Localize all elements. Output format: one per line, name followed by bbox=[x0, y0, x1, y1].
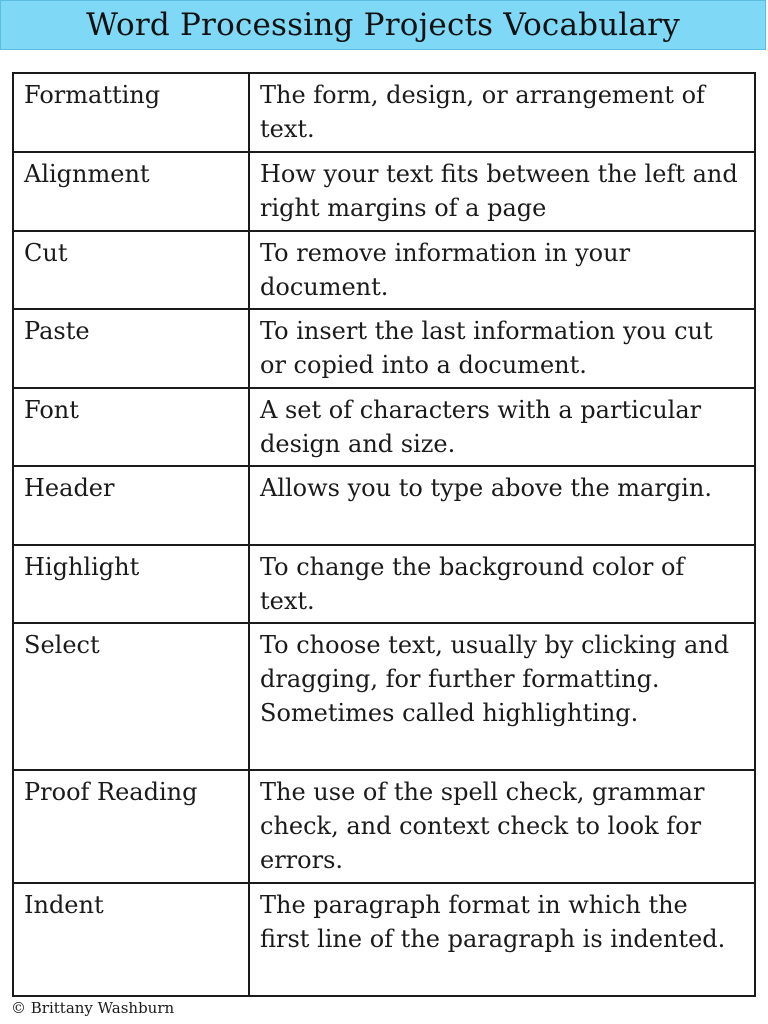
term-cell: Select bbox=[13, 623, 249, 770]
definition-cell: To remove information in your document. bbox=[249, 231, 755, 309]
definition-cell: The paragraph format in which the first line of the paragraph is indented. bbox=[249, 883, 755, 996]
table-row bbox=[13, 309, 755, 388]
table-row bbox=[13, 545, 755, 623]
definition-cell: How your text fits between the left and right margins of a page bbox=[249, 152, 755, 231]
term-cell: Proof Reading bbox=[13, 770, 249, 883]
definition-cell: To change the background color of text. bbox=[249, 545, 755, 623]
definition-cell: The use of the spell check, grammar check, and context check to look for errors. bbox=[249, 770, 755, 883]
table-row bbox=[13, 231, 755, 309]
table-row bbox=[13, 388, 755, 466]
table-row bbox=[13, 883, 755, 996]
term-cell: Indent bbox=[13, 883, 249, 996]
term-cell: Paste bbox=[13, 309, 249, 388]
table-row bbox=[13, 152, 755, 231]
definition-cell: To insert the last information you cut or copied into a document. bbox=[249, 309, 755, 388]
definition-cell: The form, design, or arrangement of text. bbox=[249, 73, 755, 152]
table-row bbox=[13, 466, 755, 545]
table-row bbox=[13, 770, 755, 883]
term-cell: Highlight bbox=[13, 545, 249, 623]
vocabulary-table bbox=[12, 72, 756, 997]
definition-cell: To choose text, usually by clicking and dragging, for further formatting. Sometimes called highlighting. bbox=[249, 623, 755, 770]
definition-cell: Allows you to type above the margin. bbox=[249, 466, 755, 545]
copyright-notice: © Brittany Washburn bbox=[11, 999, 175, 1017]
term-cell: Alignment bbox=[13, 152, 249, 231]
table-row bbox=[13, 623, 755, 770]
term-cell: Header bbox=[13, 466, 249, 545]
term-cell: Formatting bbox=[13, 73, 249, 152]
term-cell: Cut bbox=[13, 231, 249, 309]
table-row bbox=[13, 73, 755, 152]
page-title: Word Processing Projects Vocabulary bbox=[86, 7, 680, 43]
title-banner bbox=[0, 0, 766, 50]
term-cell: Font bbox=[13, 388, 249, 466]
definition-cell: A set of characters with a particular design and size. bbox=[249, 388, 755, 466]
